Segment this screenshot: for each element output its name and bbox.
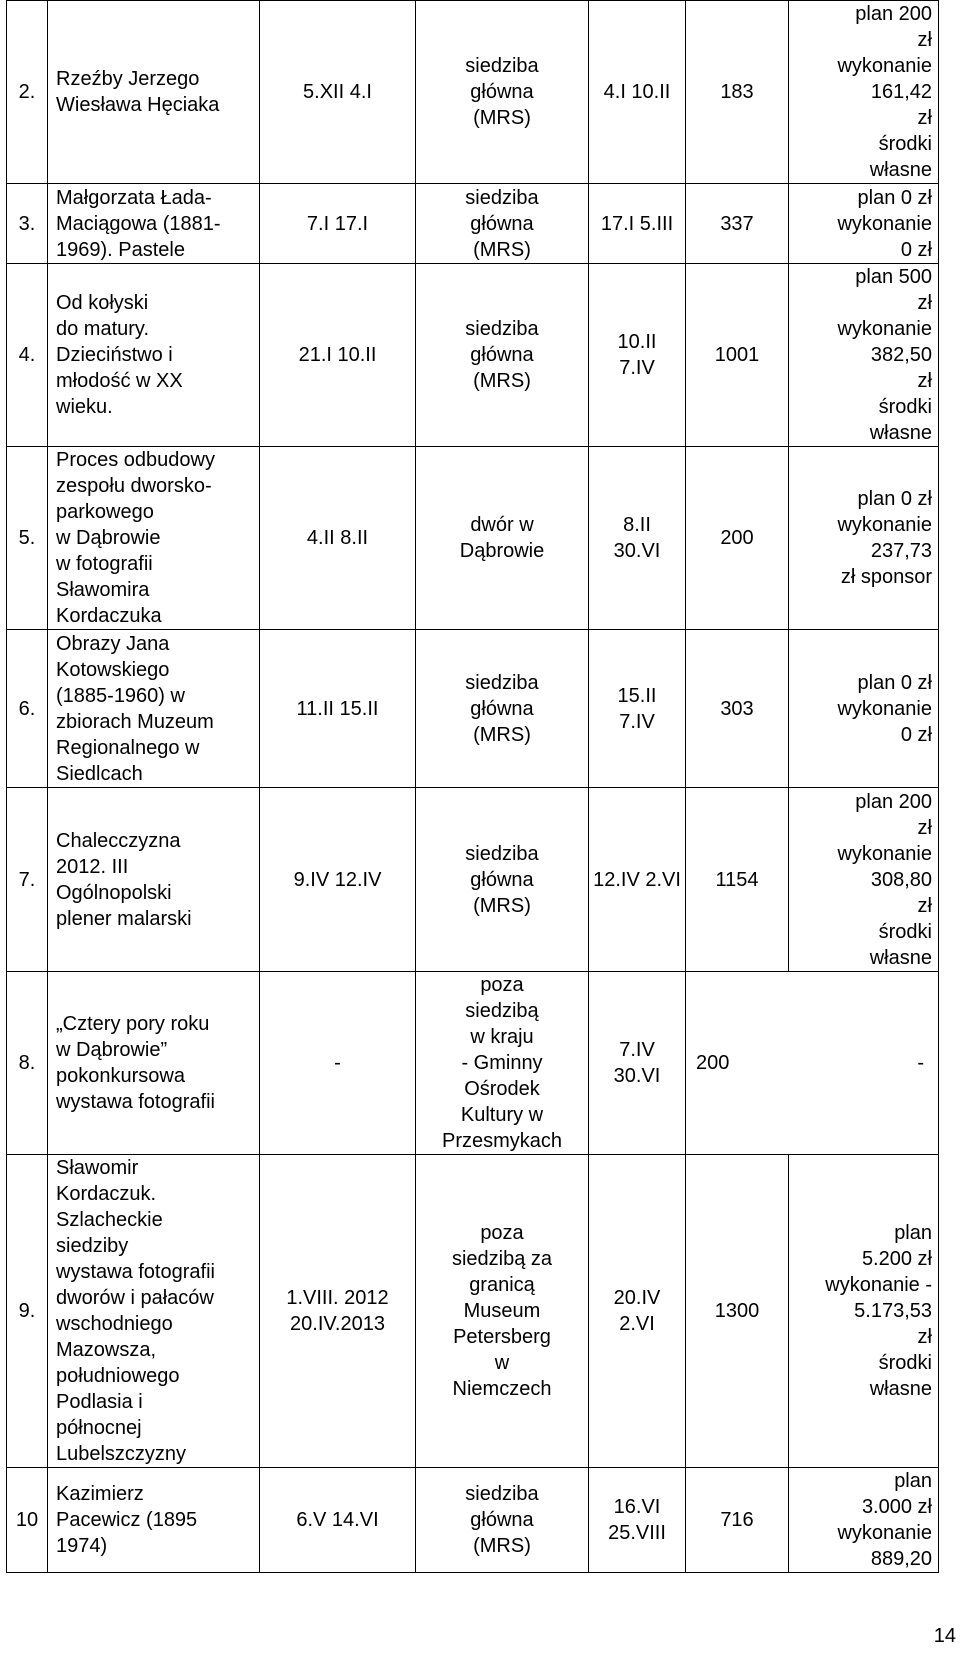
exhibition-period-text: 8.II 30.VI bbox=[613, 514, 661, 562]
visitors-count-text: 303 bbox=[720, 697, 754, 720]
exhibition-title bbox=[48, 1, 260, 184]
row-number-text: 5. bbox=[18, 527, 36, 549]
visitors-count-text: 1154 bbox=[715, 868, 759, 891]
preparation-dates bbox=[260, 1155, 416, 1468]
table-row bbox=[7, 788, 939, 972]
visitors-count bbox=[686, 264, 789, 447]
exhibition-place bbox=[416, 1, 589, 184]
finance-info: - bbox=[917, 1052, 924, 1074]
row-number bbox=[7, 972, 48, 1155]
finance-info bbox=[789, 630, 939, 788]
exhibition-place bbox=[416, 1468, 589, 1573]
row-number bbox=[7, 264, 48, 447]
finance-info bbox=[789, 447, 939, 630]
exhibition-place bbox=[416, 447, 589, 630]
finance-info-text: plan 0 zł wykonanie 237,73 zł sponsor bbox=[837, 488, 932, 588]
preparation-dates-text: 7.I 17.I bbox=[306, 212, 369, 235]
row-number-text: 8. bbox=[18, 1052, 36, 1074]
visitors-count bbox=[686, 630, 789, 788]
exhibition-title-text: Małgorzata Łada- Maciągowa (1881- 1969). Pastele bbox=[56, 186, 221, 261]
exhibition-place bbox=[416, 1155, 589, 1468]
exhibition-place-text: siedziba główna (MRS) bbox=[465, 186, 539, 261]
exhibition-place bbox=[416, 788, 589, 972]
visitors-count-text: 1300 bbox=[714, 1300, 760, 1322]
exhibition-period-text: 16.VI 25.VIII bbox=[608, 1496, 666, 1544]
exhibition-title bbox=[48, 184, 260, 264]
exhibition-title bbox=[48, 972, 260, 1155]
visitors-count-text: 337 bbox=[720, 212, 754, 235]
preparation-dates bbox=[260, 447, 416, 630]
row-number bbox=[7, 447, 48, 630]
exhibition-place bbox=[416, 264, 589, 447]
exhibition-period bbox=[589, 1, 686, 184]
exhibition-title-text: Od kołyski do matury. Dzieciństwo i młodość w XX wieku. bbox=[56, 292, 183, 418]
exhibition-title-text: Sławomir Kordaczuk. Szlacheckie siedziby wystawa fotografii dworów i pałaców wschodniego Mazowsza, południowego Podlasia i północnej Lubelszczyzny bbox=[56, 1157, 215, 1465]
finance-info-text: plan 200 zł wykonanie 161,42 zł środki własne bbox=[837, 3, 932, 181]
exhibition-place bbox=[416, 184, 589, 264]
preparation-dates bbox=[260, 788, 416, 972]
exhibition-period-text: 15.II 7.IV bbox=[617, 684, 657, 733]
visitors-finance-cell bbox=[686, 972, 939, 1155]
exhibition-period bbox=[589, 447, 686, 630]
finance-info-text: plan 500 zł wykonanie 382,50 zł środki własne bbox=[837, 266, 932, 444]
exhibition-period bbox=[589, 788, 686, 972]
exhibition-place-text: poza siedzibą za granicą Museum Petersberg w Niemczech bbox=[451, 1222, 553, 1400]
page-number: 14 bbox=[933, 1625, 956, 1647]
exhibition-place-text: siedziba główna (MRS) bbox=[465, 318, 539, 392]
preparation-dates-text: 1.VIII. 2012 20.IV.2013 bbox=[286, 1287, 389, 1335]
exhibition-period-text: 20.IV 2.VI bbox=[613, 1287, 661, 1335]
visitors-count-text: 716 bbox=[720, 1509, 754, 1531]
table-row bbox=[7, 1155, 939, 1468]
preparation-dates-text: 4.II 8.II bbox=[306, 527, 369, 549]
row-number-text: 4. bbox=[18, 344, 36, 366]
exhibition-title bbox=[48, 630, 260, 788]
visitors-count bbox=[686, 788, 789, 972]
preparation-dates bbox=[260, 1468, 416, 1573]
preparation-dates bbox=[260, 184, 416, 264]
row-number-text: 6. bbox=[18, 697, 36, 720]
exhibition-period-text: 4.I 10.II bbox=[603, 81, 671, 103]
exhibition-title bbox=[48, 788, 260, 972]
row-number-text: 2. bbox=[18, 81, 36, 103]
row-number-text: 7. bbox=[18, 868, 36, 891]
exhibition-period bbox=[589, 184, 686, 264]
finance-info bbox=[789, 264, 939, 447]
row-number bbox=[7, 184, 48, 264]
exhibition-period-text: 7.IV 30.VI bbox=[613, 1039, 661, 1087]
finance-info bbox=[789, 1468, 939, 1573]
exhibition-period-text: 17.I 5.III bbox=[600, 212, 674, 235]
finance-info bbox=[789, 184, 939, 264]
exhibition-title bbox=[48, 264, 260, 447]
row-number bbox=[7, 1468, 48, 1573]
preparation-dates-text: 6.V 14.VI bbox=[296, 1509, 379, 1531]
visitors-count bbox=[686, 1468, 789, 1573]
exhibition-title-text: Kazimierz Pacewicz (1895 1974) bbox=[56, 1483, 198, 1557]
finance-info-text: plan 5.200 zł wykonanie - 5.173,53 zł środki własne bbox=[825, 1222, 932, 1400]
row-number bbox=[7, 630, 48, 788]
preparation-dates-text: 11.II 15.II bbox=[296, 697, 379, 720]
visitors-count bbox=[686, 447, 789, 630]
visitors-count-text: 1001 bbox=[714, 344, 760, 366]
preparation-dates-text: 9.IV 12.IV bbox=[293, 868, 382, 891]
table-row bbox=[7, 264, 939, 447]
exhibition-title bbox=[48, 1155, 260, 1468]
row-number-text: 9. bbox=[18, 1300, 36, 1322]
finance-info-text: plan 0 zł wykonanie 0 zł bbox=[837, 671, 932, 746]
row-number-text: 10 bbox=[15, 1509, 39, 1531]
exhibition-title bbox=[48, 1468, 260, 1573]
finance-info bbox=[789, 1, 939, 184]
exhibition-place-text: poza siedzibą w kraju - Gminny Ośrodek Kultury w Przesmykach bbox=[441, 974, 563, 1152]
exhibition-place-text: siedziba główna (MRS) bbox=[465, 671, 539, 746]
exhibition-place bbox=[416, 972, 589, 1155]
exhibition-title bbox=[48, 447, 260, 630]
table-row bbox=[7, 447, 939, 630]
exhibition-place-text: siedziba główna (MRS) bbox=[465, 55, 539, 129]
preparation-dates-text: 21.I 10.II bbox=[298, 344, 377, 366]
exhibition-period bbox=[589, 1155, 686, 1468]
exhibitions-table bbox=[6, 0, 939, 1573]
table-row bbox=[7, 972, 939, 1155]
visitors-count bbox=[686, 1155, 789, 1468]
visitors-count-text: 183 bbox=[720, 81, 754, 103]
exhibition-title-text: „Cztery pory roku w Dąbrowie” pokonkursowa wystawa fotografii bbox=[56, 1013, 215, 1113]
visitors-count bbox=[686, 184, 789, 264]
preparation-dates bbox=[260, 972, 416, 1155]
visitors-count-text: 200 bbox=[720, 527, 754, 549]
exhibition-period bbox=[589, 264, 686, 447]
table-row bbox=[7, 1468, 939, 1573]
exhibition-place-text: dwór w Dąbrowie bbox=[459, 514, 545, 562]
row-number bbox=[7, 1155, 48, 1468]
visitors-count: 200 bbox=[696, 1052, 730, 1074]
table-row bbox=[7, 184, 939, 264]
exhibition-place-text: siedziba główna (MRS) bbox=[465, 1483, 539, 1557]
exhibition-title-text: Rzeźby Jerzego Wiesława Hęciaka bbox=[56, 68, 220, 116]
exhibition-period bbox=[589, 630, 686, 788]
exhibition-title-text: Obrazy Jana Kotowskiego (1885-1960) w zbiorach Muzeum Regionalnego w Siedlcach bbox=[56, 632, 214, 785]
exhibition-title-text: Chalecczyzna 2012. III Ogólnopolski plener malarski bbox=[56, 829, 192, 930]
preparation-dates bbox=[260, 1, 416, 184]
exhibition-period bbox=[589, 1468, 686, 1573]
row-number bbox=[7, 788, 48, 972]
exhibition-place-text: siedziba główna (MRS) bbox=[465, 842, 539, 917]
finance-info bbox=[789, 788, 939, 972]
preparation-dates bbox=[260, 264, 416, 447]
row-number bbox=[7, 1, 48, 184]
preparation-dates-text: 5.XII 4.I bbox=[303, 81, 372, 103]
exhibition-period bbox=[589, 972, 686, 1155]
finance-info bbox=[789, 1155, 939, 1468]
preparation-dates-text: - bbox=[334, 1052, 341, 1074]
row-number-text: 3. bbox=[18, 212, 36, 235]
preparation-dates bbox=[260, 630, 416, 788]
exhibition-place bbox=[416, 630, 589, 788]
exhibition-period-text: 10.II 7.IV bbox=[617, 331, 657, 379]
exhibition-title-text: Proces odbudowy zespołu dworsko- parkowego w Dąbrowie w fotografii Sławomira Kordaczuka bbox=[56, 449, 215, 627]
visitors-count bbox=[686, 1, 789, 184]
finance-info-text: plan 0 zł wykonanie 0 zł bbox=[837, 186, 932, 261]
table-row bbox=[7, 1, 939, 184]
exhibition-period-text: 12.IV 2.VI bbox=[593, 868, 681, 891]
table-row bbox=[7, 630, 939, 788]
finance-info-text: plan 3.000 zł wykonanie 889,20 bbox=[837, 1470, 932, 1570]
finance-info-text: plan 200 zł wykonanie 308,80 zł środki własne bbox=[837, 790, 932, 969]
